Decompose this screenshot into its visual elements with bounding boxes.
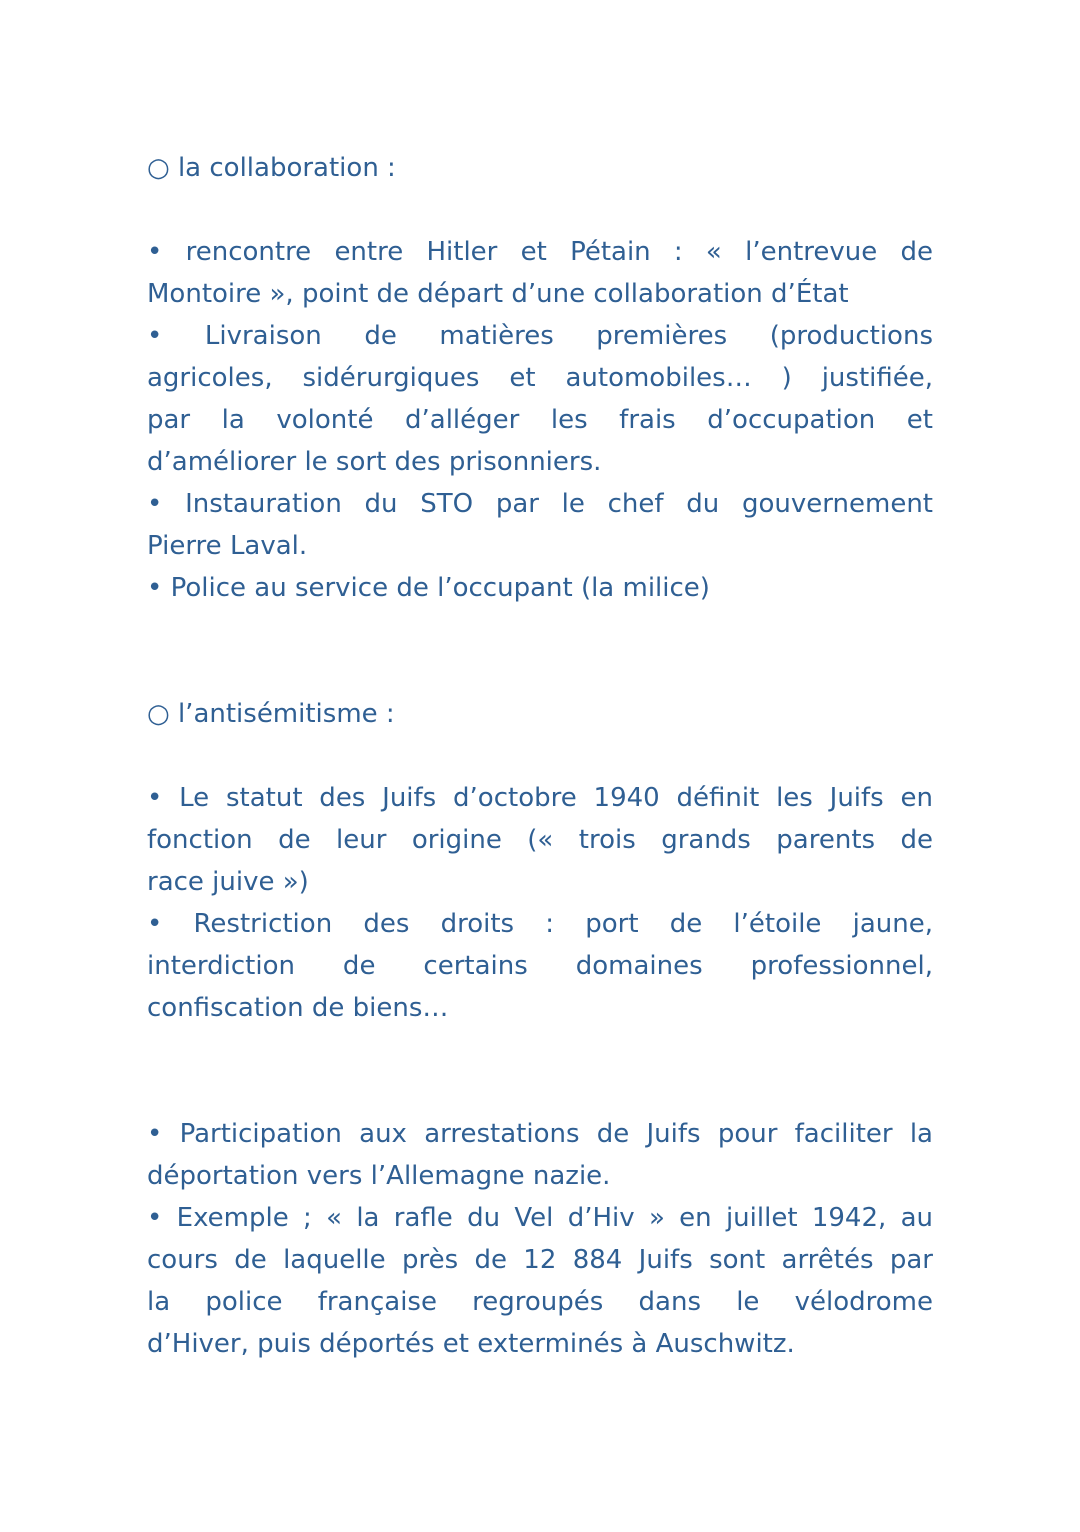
text-line: la police française regroupés dans le vélodrome	[147, 1287, 933, 1317]
spacer	[147, 189, 933, 231]
section-heading: ○ la collaboration :	[147, 153, 396, 183]
text-line: • Le statut des Juifs d’octobre 1940 définit les Juifs en	[147, 783, 933, 813]
spacer	[147, 1029, 933, 1113]
text-line: • Participation aux arrestations de Juifs pour faciliter la	[147, 1119, 933, 1149]
text-line: d’améliorer le sort des prisonniers.	[147, 447, 602, 477]
text-line: • Instauration du STO par le chef du gouvernement	[147, 489, 933, 519]
bullet-paragraph	[147, 231, 933, 315]
text-line: • Police au service de l’occupant (la milice)	[147, 573, 710, 603]
bullet-paragraph	[147, 483, 933, 567]
bullet-paragraph	[147, 777, 933, 903]
bullet-paragraph	[147, 903, 933, 1029]
text-line: race juive »)	[147, 867, 309, 897]
text-line: Montoire », point de départ d’une collaboration d’État	[147, 279, 849, 309]
text-line: confiscation de biens…	[147, 993, 449, 1023]
bullet-paragraph	[147, 1197, 933, 1365]
text-line: fonction de leur origine (« trois grands parents de	[147, 825, 933, 855]
bullet-paragraph	[147, 1113, 933, 1197]
text-line: cours de laquelle près de 12 884 Juifs sont arrêtés par	[147, 1245, 933, 1275]
document-body	[147, 147, 933, 1365]
text-line: • Restriction des droits : port de l’étoile jaune,	[147, 909, 933, 939]
bullet-paragraph	[147, 315, 933, 483]
text-line: • rencontre entre Hitler et Pétain : « l’entrevue de	[147, 237, 933, 267]
bullet-paragraph	[147, 567, 933, 609]
text-line: d’Hiver, puis déportés et exterminés à Auschwitz.	[147, 1329, 795, 1359]
text-line: interdiction de certains domaines professionnel,	[147, 951, 933, 981]
spacer	[147, 735, 933, 777]
text-line: déportation vers l’Allemagne nazie.	[147, 1161, 611, 1191]
text-line: • Livraison de matières premières (productions	[147, 321, 933, 351]
section-heading: ○ l’antisémitisme :	[147, 699, 395, 729]
text-line: • Exemple ; « la rafle du Vel d’Hiv » en juillet 1942, au	[147, 1203, 933, 1233]
text-line: Pierre Laval.	[147, 531, 308, 561]
text-line: par la volonté d’alléger les frais d’occupation et	[147, 405, 933, 435]
text-line: agricoles, sidérurgiques et automobiles… ) justifiée,	[147, 363, 933, 393]
spacer	[147, 609, 933, 693]
